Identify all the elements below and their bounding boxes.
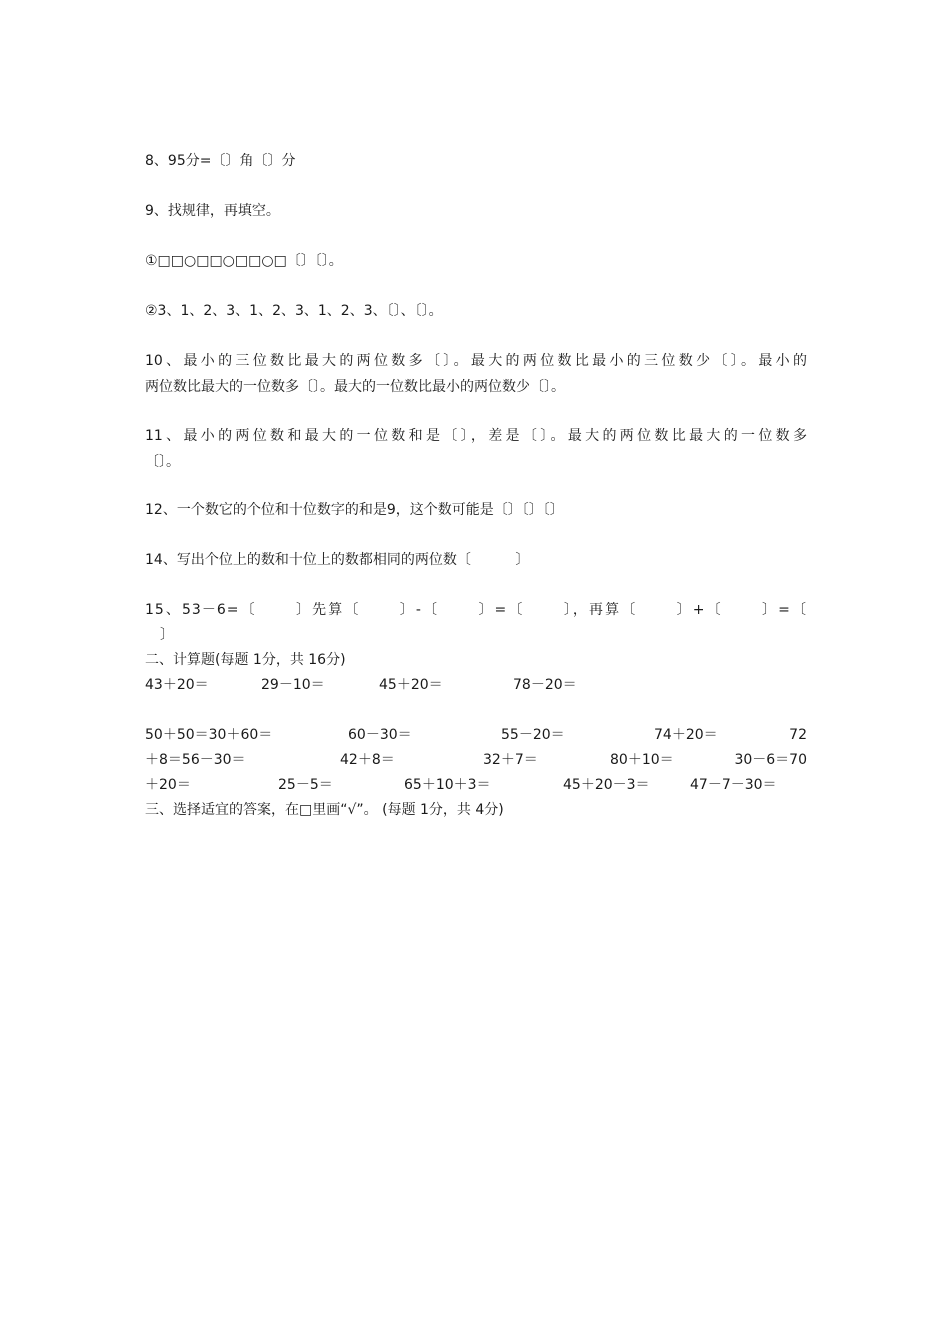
question-12: 12、一个数它的个位和十位数字的和是9，这个数可能是〔〕〔〕〔〕 [145,502,564,518]
question-15-line-1: 15、53－6=〔 〕先算〔 〕-〔 〕=〔 〕，再算〔 〕+〔 〕=〔 [145,602,807,618]
question-9-part-1: ①□□○□□○□□○□〔〕〔〕。 [145,253,343,269]
calc-row-2 [145,725,807,745]
question-11-line-2: 〔〕。 [145,454,180,470]
question-10-line-2: 两位数比最大的一位数多〔〕。最大的一位数比最小的两位数少〔〕。 [145,379,565,395]
calc-row-4 [145,775,807,795]
question-9-part-2: ②3、1、2、3、1、2、3、1、2、3、〔〕、〔〕。 [145,303,443,319]
calc-item: 32＋7＝ [483,752,538,768]
calc-item: 60－30＝ [348,727,412,743]
question-10-line-1: 10、最小的三位数比最大的两位数多〔〕。最大的两位数比最小的三位数少〔〕。最小的 [145,353,807,369]
question-9: 9、找规律，再填空。 [145,203,280,219]
calc-item: 78－20＝ [513,677,577,693]
question-8: 8、95分=〔〕角〔〕分 [145,153,296,169]
calc-item: 45＋20＝ [379,677,443,693]
calc-item: 74＋20＝ [654,727,718,743]
calc-item: 50＋50＝30＋60＝ [145,727,273,743]
calc-item: 65＋10＋3＝ [404,777,491,793]
calc-item: 45＋20－3＝ [563,777,650,793]
calc-item: 72 [789,727,807,743]
section-2-heading: 二、计算题(每题 1分，共 16分) [145,652,346,668]
calc-item: 29－10＝ [261,677,325,693]
calc-item: 47－7－30＝ [690,777,777,793]
calc-item: 80＋10＝ [610,752,674,768]
calc-row-3 [145,750,807,770]
calc-item: 25－5＝ [278,777,333,793]
calc-item: ＋20＝ [145,777,191,793]
calc-row-1 [145,675,807,695]
section-3-heading: 三、选择适宜的答案，在□里画“√”。 (每题 1分，共 4分) [145,802,504,818]
calc-item: 55－20＝ [501,727,565,743]
calc-item: ＋8＝56－30＝ [145,752,246,768]
calc-item: 30－6＝70 [734,752,807,768]
calc-item: 42＋8＝ [340,752,395,768]
calc-item: 43＋20＝ [145,677,209,693]
question-14: 14、写出个位上的数和十位上的数都相同的两位数〔 〕 [145,552,530,568]
question-15-line-2: 〕 [160,627,174,643]
question-11-line-1: 11、最小的两位数和最大的一位数和是〔〕，差是〔〕。最大的两位数比最大的一位数多 [145,428,807,444]
